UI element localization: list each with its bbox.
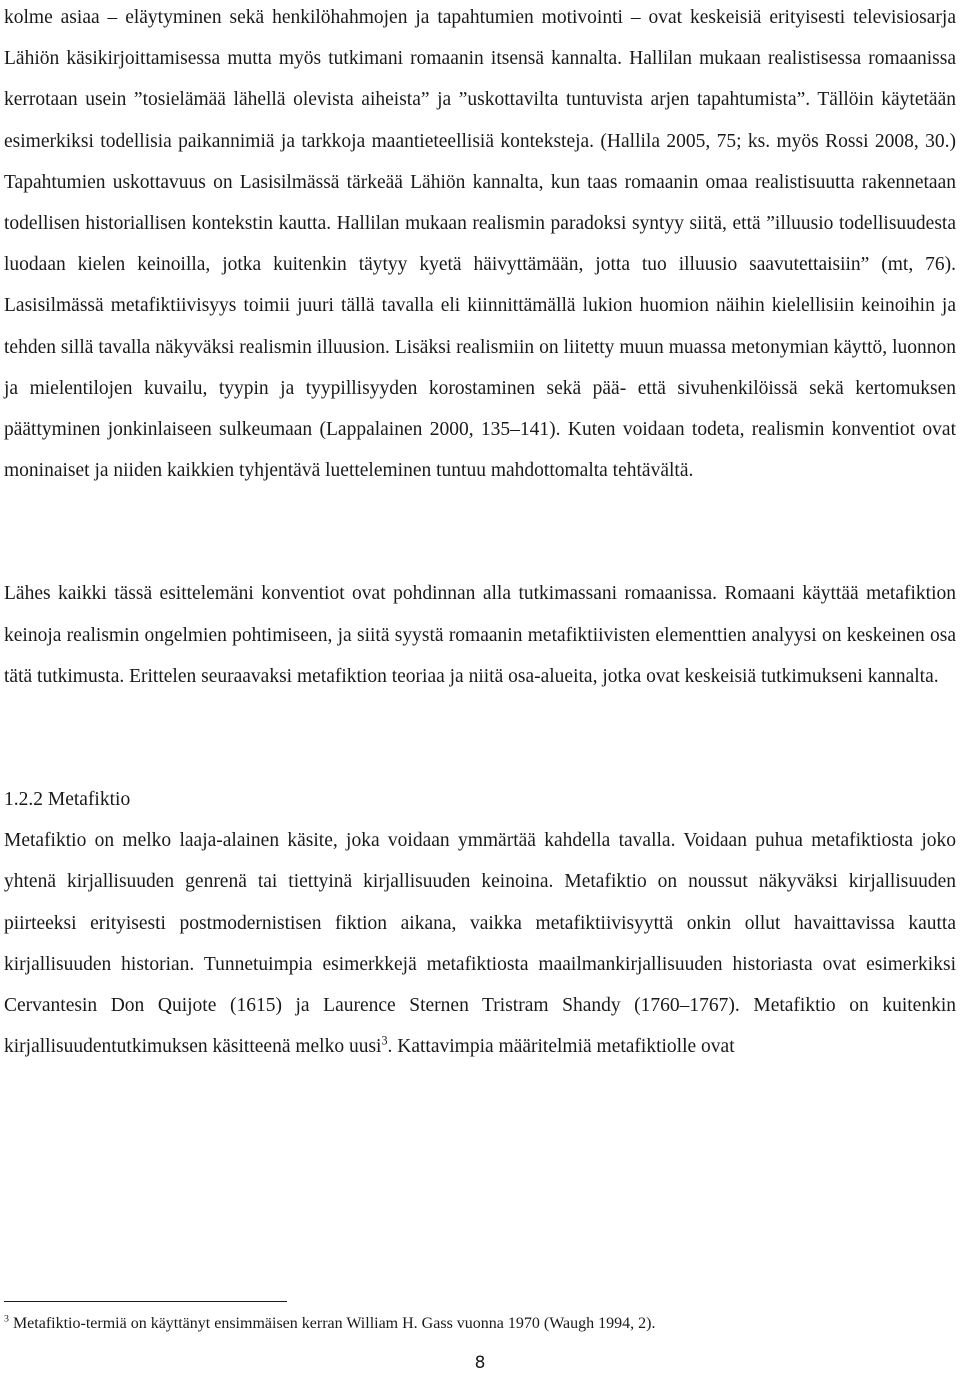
section-heading-metafiktio: 1.2.2 Metafiktio bbox=[4, 789, 131, 811]
footnote-reference: 3 bbox=[381, 1033, 388, 1048]
paragraph-realism-conventions: kolme asiaa – eläytyminen sekä henkilöhahmojen ja tapahtumien motivointi – ovat keskeisiä erityisesti televisiosarja Lähiön käsikirjoittamisessa mutta myös tutkimani romaanin itsensä kannalta. Hallilan mukaan realistisessa romaanissa kerrotaan usein ”tosielämää lähellä olevista aiheista” ja ”uskottavilta tuntuvista arjen tapahtumista”. Tällöin käytetään esimerkiksi todellisia paikannimiä ja tarkkoja maantieteellisiä konteksteja. (Hallila 2005, 75; ks. myös Rossi 2008, 30.) Tapahtumien uskottavuus on Lasisilmässä tärkeää Lähiön kannalta, kun taas romaanin omaa realistisuutta rakennetaan todellisen historiallisen kontekstin kautta. Hallilan mukaan realismin paradoksi syntyy siitä, että ”illuusio todellisuudesta luodaan kielen keinoilla, jotka kuitenkin täytyy kyetä häivyttämään, jotta tuo illuusio saavutettaisiin” (mt, 76). Lasisilmässä metafiktiivisyys toimii juuri tällä tavalla eli kiinnittämällä lukion huomion näihin kielellisiin keinoihin ja tehden sillä tavalla näkyväksi realismin illuusion. Lisäksi realismiin on liitetty muun muassa metonymian käyttö, luonnon ja mielentilojen kuvailu, tyypin ja tyypillisyyden korostaminen sekä pää- että sivuhenkilöissä sekä kertomuksen päättyminen jonkinlaiseen sulkeumaan (Lappalainen 2000, 135–141). Kuten voidaan todeta, realismin konventiot ovat moninaiset ja niiden kaikkien tyhjentävä luetteleminen tuntuu mahdottomalta tehtävältä. bbox=[4, 7, 956, 482]
paragraph-spacer bbox=[4, 491, 956, 573]
section-spacer bbox=[4, 697, 956, 779]
footnote-marker: 3 bbox=[4, 1313, 9, 1325]
page-number: 8 bbox=[474, 1353, 486, 1373]
paragraph-metafiction-intro: Lähes kaikki tässä esittelemäni konventiot ovat pohdinnan alla tutkimassani romaanissa. Romaani käyttää metafiktion keinoja realismin ongelmien pohtimiseen, ja siitä syystä romaanin metafiktiivisten elementtien analyysi on keskeinen osa tätä tutkimusta. Erittelen seuraavaksi metafiktion teoriaa ja niitä osa-alueita, jotka ovat keskeisiä tutkimukseni kannalta. bbox=[4, 583, 956, 687]
footnote-text: Metafiktio-termiä on käyttänyt ensimmäisen kerran William H. Gass vuonna 1970 (Waugh 1994, 2). bbox=[8, 1315, 656, 1332]
footnote bbox=[4, 1312, 956, 1336]
paragraph-metafiction-definition bbox=[4, 820, 956, 1067]
paragraph-metafiction-tail: . Kattavimpia määritelmiä metafiktiolle ovat bbox=[387, 1036, 735, 1058]
document-body bbox=[4, 0, 956, 1067]
footnote-divider bbox=[4, 1301, 287, 1302]
paragraph-metafiction-text: Metafiktio on melko laaja-alainen käsite, joka voidaan ymmärtää kahdella tavalla. Voidaan puhua metafiktiosta joko yhtenä kirjallisuuden genrenä tai tiettyinä kirjallisuuden keinoina. Metafiktio on noussut näkyväksi kirjallisuuden piirteeksi erityisesti postmodernistisen fiktion aikana, vaikka metafiktiivisyyttä onkin ollut havaittavissa kautta kirjallisuuden historian. Tunnetuimpia esimerkkejä metafiktiosta maailmankirjallisuuden historiasta ovat esimerkiksi Cervantesin Don Quijote (1615) ja Laurence Sternen Tristram Shandy (1760–1767). Metafiktio on kuitenkin kirjallisuudentutkimuksen käsitteenä melko uusi bbox=[4, 830, 956, 1058]
